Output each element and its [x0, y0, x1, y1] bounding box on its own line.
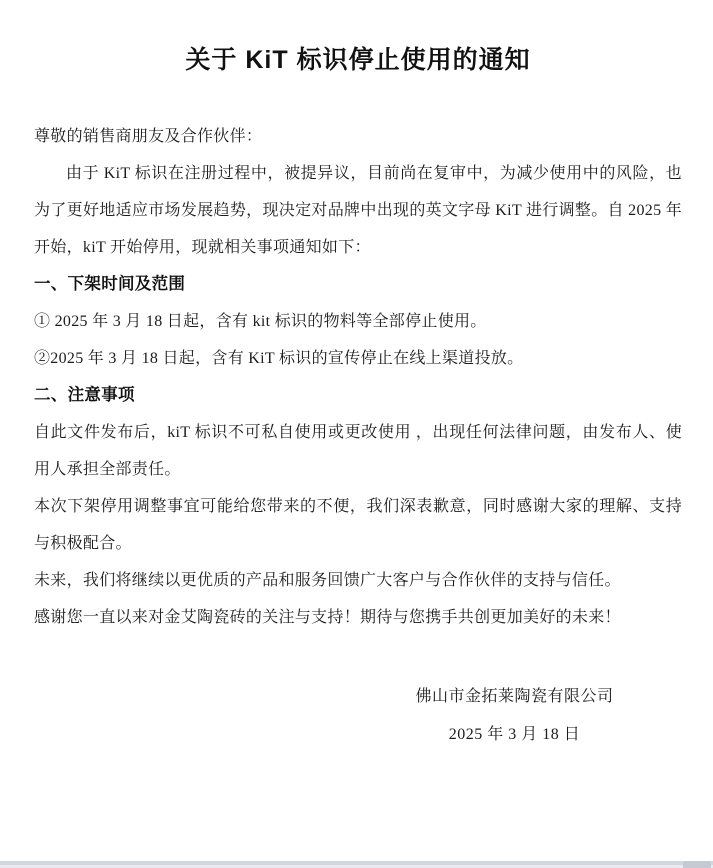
section-2-paragraph-2: 本次下架停用调整事宜可能给您带来的不便，我们深表歉意，同时感谢大家的理解、支持与积极配合。 [34, 498, 682, 552]
section-2-paragraph-4: 感谢您一直以来对金艾陶瓷砖的关注与支持！期待与您携手共创更加美好的未来！ [34, 609, 621, 626]
section-2-paragraph-3: 未来，我们将继续以更优质的产品和服务回馈广大客户与合作伙伴的支持与信任。 [34, 572, 621, 589]
company-signature: 佛山市金拓莱陶瓷有限公司 [415, 688, 614, 705]
scrollbar-thumb[interactable] [683, 861, 711, 868]
greeting-line: 尊敬的销售商朋友及合作伙伴： [34, 128, 263, 145]
intro-paragraph: 由于 KiT 标识在注册过程中，被提异议，目前尚在复审中，为减少使用中的风险，也为了更好地适应市场发展趋势，现决定对品牌中出现的英文字母 KiT 进行调整。自 2025 年开始，kiT 开始停用，现就相关事项通知如下： [34, 165, 682, 256]
signature-block [347, 678, 682, 754]
section-1-heading: 一、下架时间及范围 [34, 275, 186, 293]
document-title: 关于 KiT 标识停止使用的通知 [185, 46, 531, 74]
horizontal-scrollbar[interactable] [0, 861, 713, 868]
document-date: 2025 年 3 月 18 日 [448, 726, 581, 743]
section-1-item-1: ① 2025 年 3 月 18 日起，含有 kit 标识的物料等全部停止使用。 [34, 313, 487, 330]
section-2-paragraph-1: 自此文件发布后，kiT 标识不可私自使用或更改使用 ，出现任何法律问题，由发布人、使用人承担全部责任。 [34, 424, 682, 478]
section-2-heading: 二、注意事项 [34, 386, 135, 404]
section-1-item-2: ②2025 年 3 月 18 日起，含有 KiT 标识的宣传停止在线上渠道投放。 [34, 350, 524, 367]
